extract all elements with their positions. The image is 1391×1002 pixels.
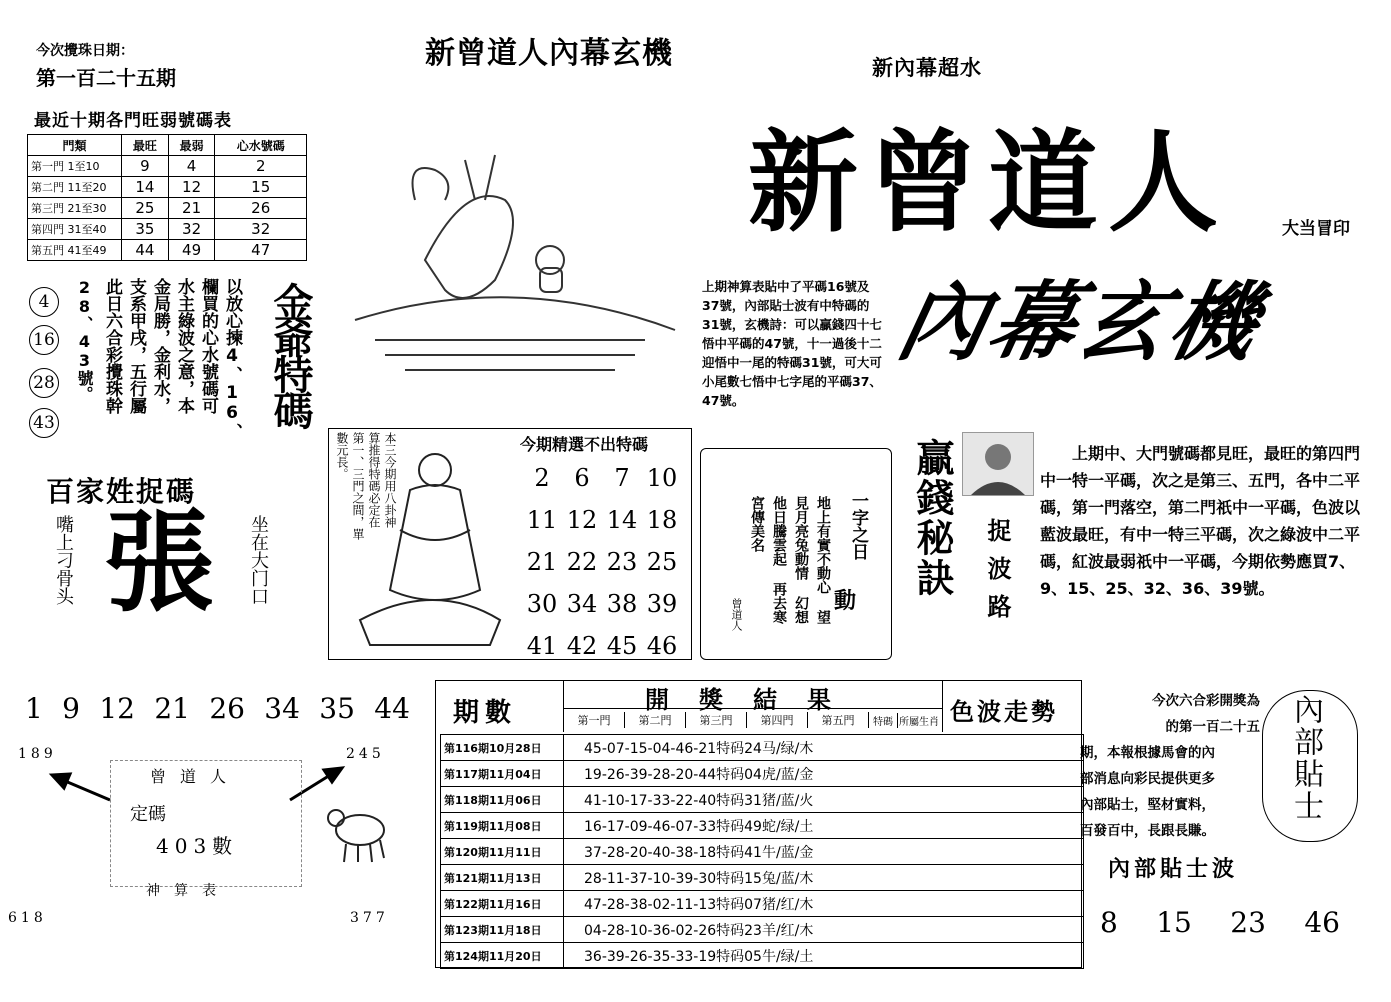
results-title-box	[563, 680, 943, 714]
pick-number: 18	[646, 506, 678, 534]
circle-number: 16	[29, 325, 59, 355]
hexagram-line: 欄買的心水號碼可	[198, 278, 218, 414]
pick-number: 25	[646, 548, 678, 576]
pick-number: 45	[606, 632, 638, 660]
last-review-text: 上期神算表貼中了平碼16號及37號，內部貼士波有中特碼的31號，玄機詩：可以贏錢四十七悟中平碼的47號，十一過後十二迎悟中一尾的特碼31號，可大可小尾數七悟中七字尾的平碼37、47號。	[702, 279, 882, 408]
table-row	[441, 735, 1084, 761]
notice-line: 部消息向彩民提供更多	[1080, 771, 1215, 787]
th-hot: 最旺	[122, 135, 169, 156]
table-row	[441, 813, 1084, 839]
tips-numbers	[1100, 906, 1340, 939]
period-cell: 第122期11月16日	[441, 891, 564, 917]
hot-cell: 9	[122, 156, 169, 177]
pick-number: 14	[606, 506, 638, 534]
pick-cell: 15	[215, 177, 307, 198]
hot-cell: 44	[122, 240, 169, 261]
calc-number: 403數	[156, 834, 239, 858]
door-label: 第一門 1至10	[28, 156, 122, 177]
calc-bl: 618	[8, 910, 47, 926]
results-period-header: 期數	[453, 698, 518, 728]
table-row	[28, 156, 307, 177]
table-row	[441, 839, 1084, 865]
pick-number: 7	[614, 464, 630, 492]
bottom-number: 1	[25, 692, 43, 725]
poem-title: 一字之日	[848, 492, 868, 560]
sheep-icon	[318, 792, 398, 872]
poem-line: 幻想他日騰雲起	[771, 496, 809, 624]
door-table	[27, 134, 307, 261]
poem-lines	[746, 496, 834, 636]
door-label: 第五門 41至49	[28, 240, 122, 261]
table-row	[28, 198, 307, 219]
results-title: 開獎結果	[645, 686, 861, 714]
circle-number: 28	[29, 368, 59, 398]
secret-text: 上期中、大門號碼都見旺，最旺的第四門中一特一平碼，次之是第三、五門，各中二平碼，第一門落空，第二門祇中一平碼，色波以藍波最旺，有中一特三平碼，次之綠波中二平碼，紅波最弱祇中一平碼，今期依勢應買7、9、15、25、32、36、39號。	[1040, 444, 1361, 598]
table-row	[441, 917, 1084, 943]
period-cell: 第124期11月20日	[441, 943, 564, 969]
hexagram-line: 金局勝，金利水，	[150, 278, 170, 414]
hexagram-line: 水主綠波之意，本	[174, 278, 194, 414]
table-row	[441, 787, 1084, 813]
result-cell: 41-10-17-33-22-40特码31猪/蓝/火	[564, 787, 1084, 813]
period-cell: 第120期11月11日	[441, 839, 564, 865]
bottom-numbers	[25, 692, 410, 725]
pick-number: 21	[526, 548, 558, 576]
pick-number: 11	[526, 506, 558, 534]
pick-number: 6	[574, 464, 590, 492]
hexagram-line: 支系甲戌，五行屬	[126, 278, 146, 414]
picks-title: 今期精選不出特碼	[520, 435, 649, 454]
top-right-title: 新內幕超水	[872, 56, 982, 80]
table-row	[441, 891, 1084, 917]
notice-text	[1080, 688, 1260, 844]
weak-cell: 4	[168, 156, 215, 177]
sub-header: 第四門	[747, 712, 808, 728]
period-cell: 第121期11月13日	[441, 865, 564, 891]
calc-tl: 189	[18, 746, 57, 762]
big-subtitle: 內幕玄機	[889, 273, 1271, 373]
circle-number: 43	[29, 408, 59, 438]
sub-header: 特碼	[869, 713, 898, 728]
table-row	[28, 177, 307, 198]
calc-br: 377	[350, 910, 389, 926]
top-title: 新曾道人內幕玄機	[425, 36, 673, 71]
calc-bottom: 神算表	[146, 883, 230, 899]
pick-number: 39	[646, 590, 678, 618]
sage-figure-image	[340, 440, 508, 655]
table-row	[441, 943, 1084, 969]
tip-number: 15	[1156, 906, 1192, 939]
sub-header: 第三門	[686, 712, 747, 728]
weak-cell: 49	[168, 240, 215, 261]
draw-date-label: 今次攪珠日期：	[36, 43, 134, 59]
results-subheaders	[563, 708, 943, 732]
result-cell: 28-11-37-10-39-30特码15兔/蓝/木	[564, 865, 1084, 891]
results-table	[440, 734, 1084, 969]
tip-number: 46	[1304, 906, 1340, 939]
pick-cell: 32	[215, 219, 307, 240]
table-row	[28, 219, 307, 240]
hexagram-heading: 金爺特碼	[267, 282, 313, 426]
period-cell: 第123期11月18日	[441, 917, 564, 943]
door-table-title: 最近十期各門旺弱號碼表	[34, 111, 232, 131]
catch-wave-label: 捉波路	[983, 518, 1011, 632]
weak-cell: 32	[168, 219, 215, 240]
surname-right-riddle: 坐在大门口	[248, 515, 269, 605]
bottom-number: 34	[264, 692, 300, 725]
pick-cell: 26	[215, 198, 307, 219]
table-row	[441, 865, 1084, 891]
result-cell: 36-39-26-35-33-19特码05牛/绿/土	[564, 943, 1084, 969]
sage-line: 數元長。	[335, 432, 349, 480]
notice-line: 的第一百二十五	[1165, 719, 1260, 735]
circle-note: 28、43號。	[75, 278, 94, 402]
secret-title: 贏錢秘訣	[910, 438, 954, 598]
pick-number: 30	[526, 590, 558, 618]
sub-header: 第五門	[808, 712, 869, 728]
period-cell: 第117期11月04日	[441, 761, 564, 787]
result-cell: 04-28-10-36-02-26特码23羊/红/木	[564, 917, 1084, 943]
result-cell: 45-07-15-04-46-21特码24马/绿/木	[564, 735, 1084, 761]
surname-heading: 百家姓捉碼	[46, 475, 197, 508]
pick-number: 12	[566, 506, 598, 534]
circle-number: 4	[29, 287, 59, 317]
poem-line: 再去寒宮傳美名	[749, 496, 787, 624]
issue-number: 第一百二十五期	[36, 66, 176, 90]
th-weak: 最弱	[168, 135, 215, 156]
pick-number: 41	[526, 632, 558, 660]
pick-number: 22	[566, 548, 598, 576]
tip-number: 23	[1230, 906, 1266, 939]
calc-fixed-label: 定碼	[130, 804, 166, 825]
sub-header: 第二門	[625, 712, 686, 728]
poem-char: 動	[834, 589, 857, 614]
pick-number: 42	[566, 632, 598, 660]
notice-stamp-text: 內部貼士	[1288, 694, 1323, 822]
door-label: 第三門 21至30	[28, 198, 122, 219]
pick-number: 46	[646, 632, 678, 660]
tip-number: 8	[1100, 906, 1118, 939]
hexagram-line: 以放心揀4、16、	[222, 278, 242, 440]
seal-text: 大当冒印	[1282, 219, 1350, 239]
sage-line: 第一、三門之間，單	[351, 432, 365, 540]
surname-left-riddle: 嘴上刁骨头	[53, 515, 74, 605]
th-door: 門類	[28, 135, 122, 156]
poem-line: 望見月亮兔動情	[793, 496, 831, 624]
table-row	[28, 240, 307, 261]
notice-line: 內部貼士，堅材實料，	[1080, 797, 1215, 813]
hot-cell: 25	[122, 198, 169, 219]
hot-cell: 14	[122, 177, 169, 198]
poem-line: 地上有實不動心	[815, 496, 831, 594]
tips-title: 內部貼士波	[1108, 857, 1239, 882]
pick-number: 10	[646, 464, 678, 492]
bottom-number: 44	[374, 692, 410, 725]
th-pick: 心水號碼	[215, 135, 307, 156]
sage-line: 本三今期用八卦神	[383, 432, 397, 528]
door-table-header	[28, 135, 307, 156]
table-row	[441, 761, 1084, 787]
pick-number: 23	[606, 548, 638, 576]
pick-cell: 2	[215, 156, 307, 177]
sub-header: 所屬生肖	[899, 716, 939, 728]
bottom-number: 26	[209, 692, 245, 725]
result-cell: 19-26-39-28-20-44特码04虎/蓝/金	[564, 761, 1084, 787]
big-title: 新曾道人	[748, 118, 1228, 247]
result-cell: 37-28-20-40-38-18特码41牛/蓝/金	[564, 839, 1084, 865]
notice-line: 百發百中，長跟長賺。	[1080, 823, 1215, 839]
sub-header: 第一門	[564, 712, 625, 728]
notice-line: 今次六合彩開獎為	[1152, 693, 1260, 709]
notice-line: 期，本報根據馬會的內	[1080, 745, 1215, 761]
calc-top: 曾道人	[150, 767, 241, 786]
result-cell: 47-28-38-02-11-13特码07猪/红/木	[564, 891, 1084, 917]
door-label: 第二門 11至20	[28, 177, 122, 198]
period-cell: 第118期11月06日	[441, 787, 564, 813]
pick-cell: 47	[215, 240, 307, 261]
bottom-number: 9	[62, 692, 80, 725]
moon-rabbit-illustration	[345, 140, 680, 400]
bottom-number: 21	[154, 692, 190, 725]
hot-cell: 35	[122, 219, 169, 240]
period-cell: 第116期10月28日	[441, 735, 564, 761]
author-photo	[962, 432, 1034, 496]
sage-line: 算推得特碼必定在	[367, 432, 381, 528]
pick-number: 2	[534, 464, 550, 492]
bottom-number: 35	[319, 692, 355, 725]
surname-char: 張	[104, 498, 214, 627]
bottom-number: 12	[99, 692, 135, 725]
pick-number: 38	[606, 590, 638, 618]
door-label: 第四門 31至40	[28, 219, 122, 240]
result-cell: 16-17-09-46-07-33特码49蛇/绿/土	[564, 813, 1084, 839]
pick-number: 34	[566, 590, 598, 618]
hexagram-line: 此日六合彩攪珠幹	[102, 278, 122, 414]
weak-cell: 12	[168, 177, 215, 198]
calc-tr: 245	[346, 746, 385, 762]
weak-cell: 21	[168, 198, 215, 219]
hexagram-text	[100, 278, 244, 448]
poem-sign: 曾道人	[730, 598, 743, 631]
color-trend-label: 色波走勢	[950, 698, 1058, 726]
picks-grid	[522, 464, 682, 660]
period-cell: 第119期11月08日	[441, 813, 564, 839]
